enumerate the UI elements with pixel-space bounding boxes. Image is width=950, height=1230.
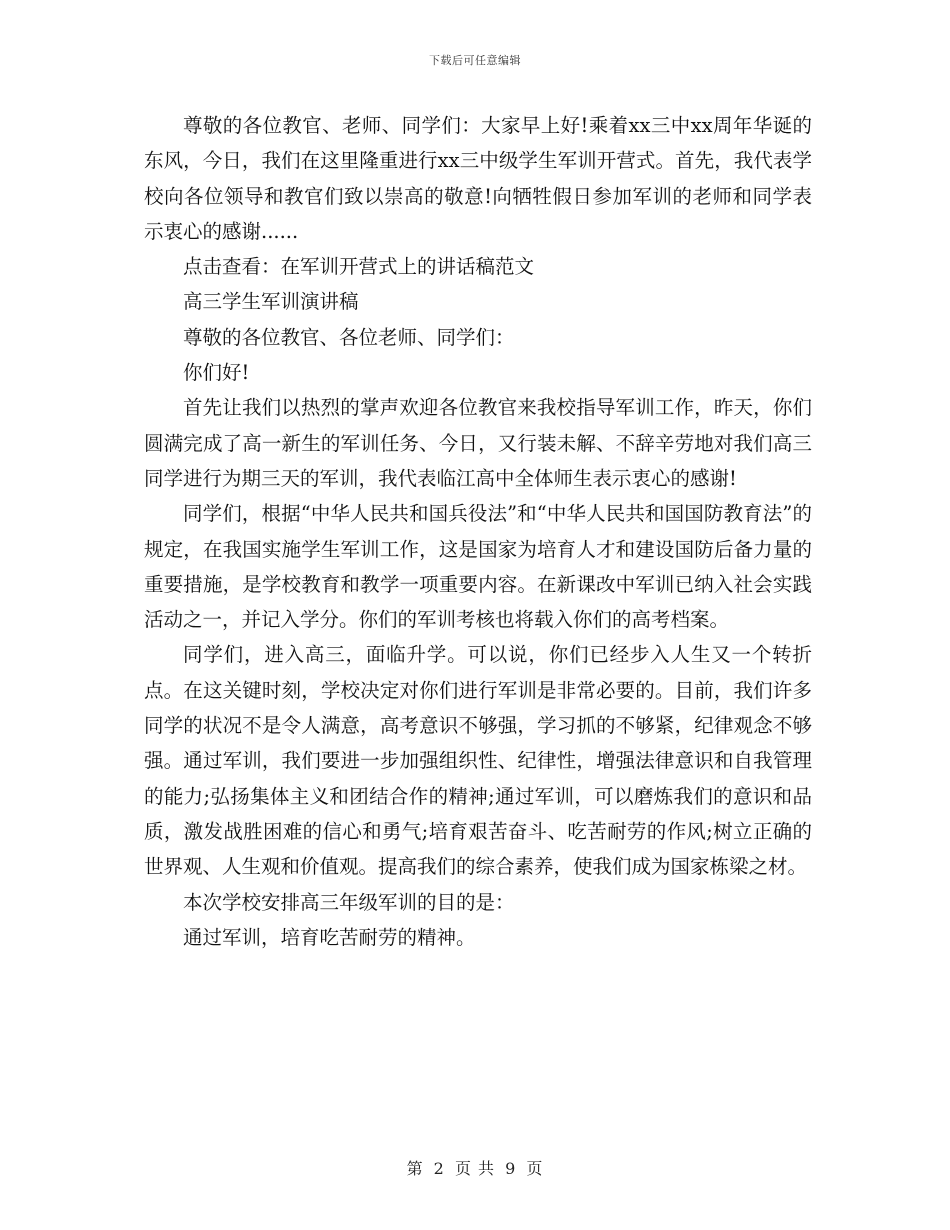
- document-body: [144, 108, 812, 955]
- paragraph-salutation: 尊敬的各位教官、各位老师、同学们：: [183, 325, 515, 349]
- current-page-number: 2: [433, 1159, 445, 1178]
- paragraph-welcome: 首先让我们以热烈的掌声欢迎各位教官来我校指导军训工作，昨天，你们圆满完成了高一新生的军训任务、今日，又行装未解、不辞辛劳地对我们高三同学进行为期三天的军训，我代表临江高中全体师生表示衷心的感谢!: [144, 396, 812, 490]
- page-footer: [0, 1156, 950, 1179]
- paragraph-greeting-opening: 尊敬的各位教官、老师、同学们：大家早上好!乘着xx三中xx周年华诞的东风，今日，我们在这里隆重进行xx三中级学生军训开营式。首先，我代表学校向各位领导和教官们致以崇高的敬意!向牺牲假日参加军训的老师和同学表示衷心的感谢......: [144, 114, 812, 243]
- footer-middle: 页 共: [454, 1159, 496, 1178]
- paragraph-purpose-item: 通过军训，培育吃苦耐劳的精神。: [183, 925, 476, 949]
- paragraph-hello: 你们好!: [183, 361, 250, 385]
- paragraph-speech-title: 高三学生军训演讲稿: [183, 290, 359, 314]
- total-page-number: 9: [505, 1159, 517, 1178]
- paragraph-link-text: 点击查看：在军训开营式上的讲话稿范文: [183, 255, 535, 279]
- page-header: 下载后可任意编辑: [429, 54, 521, 67]
- footer-suffix: 页: [526, 1159, 544, 1178]
- paragraph-senior-year: 同学们，进入高三，面临升学。可以说，你们已经步入人生又一个转折点。在这关键时刻，学校决定对你们进行军训是非常必要的。目前，我们许多同学的状况不是令人满意，高考意识不够强，学习抓的不够紧，纪律观念不够强。通过军训，我们要进一步加强组织性、纪律性，增强法律意识和自我管理的能力;弘扬集体主义和团结合作的精神;通过军训，可以磨炼我们的意识和品质，激发战胜困难的信心和勇气;培育艰苦奋斗、吃苦耐劳的作风;树立正确的世界观、人生观和价值观。提高我们的综合素养，使我们成为国家栋梁之材。: [144, 643, 812, 879]
- paragraph-law: 同学们，根据“中华人民共和国兵役法”和“中华人民共和国国防教育法”的规定，在我国实施学生军训工作，这是国家为培育人才和建设国防后备力量的重要措施，是学校教育和教学一项重要内容。在新课改中军训已纳入社会实践活动之一，并记入学分。你们的军训考核也将载入你们的高考档案。: [144, 502, 812, 632]
- paragraph-purpose: 本次学校安排高三年级军训的目的是：: [183, 890, 515, 914]
- footer-prefix: 第: [406, 1159, 424, 1178]
